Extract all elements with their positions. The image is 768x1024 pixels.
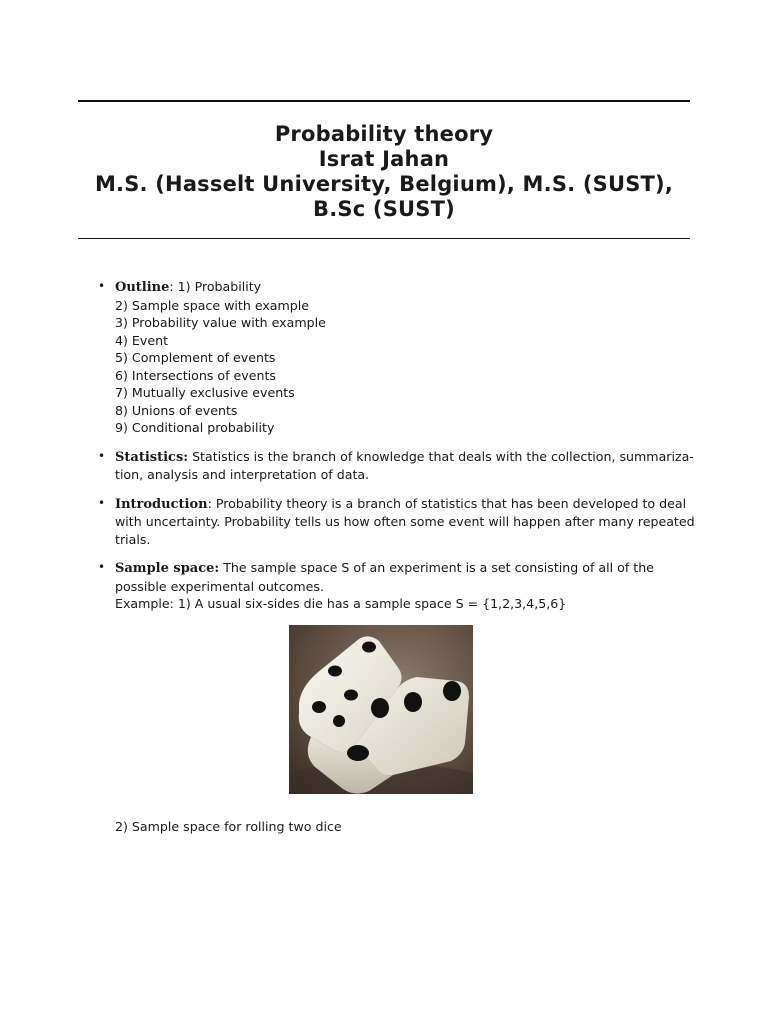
introduction-text-3: trials.	[115, 531, 151, 547]
sample-space-item	[98, 559, 691, 613]
introduction-item	[98, 495, 695, 549]
outline-entry: 5) Complement of events	[115, 350, 276, 365]
outline-entry: 2) Sample space with example	[115, 297, 310, 313]
outline-entry: 9) Conditional probability	[115, 420, 275, 435]
outline-item	[98, 278, 691, 437]
bullet: •	[98, 448, 106, 463]
bullet: •	[98, 279, 106, 293]
document-title: Probability theory	[274, 122, 494, 146]
introduction-text-2: with uncertainty. Probability tells us how often some event will happen after many repeated	[115, 514, 695, 529]
sample-space-heading: Sample space:	[115, 561, 220, 576]
bullet: •	[98, 560, 106, 574]
outline-entry: 7) Mutually exclusive events	[115, 385, 295, 400]
introduction-text-1: : Probability theory is a branch of statistics that has been developed to deal	[207, 495, 687, 511]
outline-heading: Outline	[115, 280, 170, 295]
bottom-rule	[78, 238, 690, 239]
statistics-text-2: tion, analysis and interpretation of data.	[115, 467, 370, 482]
content-list	[98, 278, 695, 624]
credentials-line-2: B.Sc (SUST)	[313, 197, 455, 221]
bullet: •	[98, 495, 106, 510]
top-rule	[78, 100, 690, 102]
sample-space-example-2: 2) Sample space for rolling two dice	[115, 819, 342, 834]
statistics-heading: Statistics:	[115, 449, 189, 465]
credentials-line-1: M.S. (Hasselt University, Belgium), M.S. (SUST),	[94, 172, 674, 196]
outline-entry: 3) Probability value with example	[115, 315, 326, 330]
introduction-heading: Introduction	[115, 496, 208, 512]
outline-first-entry: : 1) Probability	[169, 279, 262, 294]
outline-entry: 4) Event	[115, 332, 169, 348]
statistics-text-1: Statistics is the branch of knowledge that deals with the collection, summariza-	[188, 448, 694, 464]
outline-entry: 6) Intersections of events	[115, 367, 276, 383]
author-name: Israt Jahan	[318, 147, 450, 171]
title-block	[60, 122, 708, 222]
statistics-item	[98, 448, 694, 484]
die-photo	[289, 625, 473, 794]
sample-space-text-2: possible experimental outcomes.	[115, 578, 324, 594]
sample-space-example: Example: 1) A usual six-sides die has a sample space S = {1,2,3,4,5,6}	[115, 596, 567, 611]
outline-entry: 8) Unions of events	[115, 402, 238, 418]
sample-space-text-1: The sample space S of an experiment is a set consisting of all of the	[219, 560, 654, 575]
